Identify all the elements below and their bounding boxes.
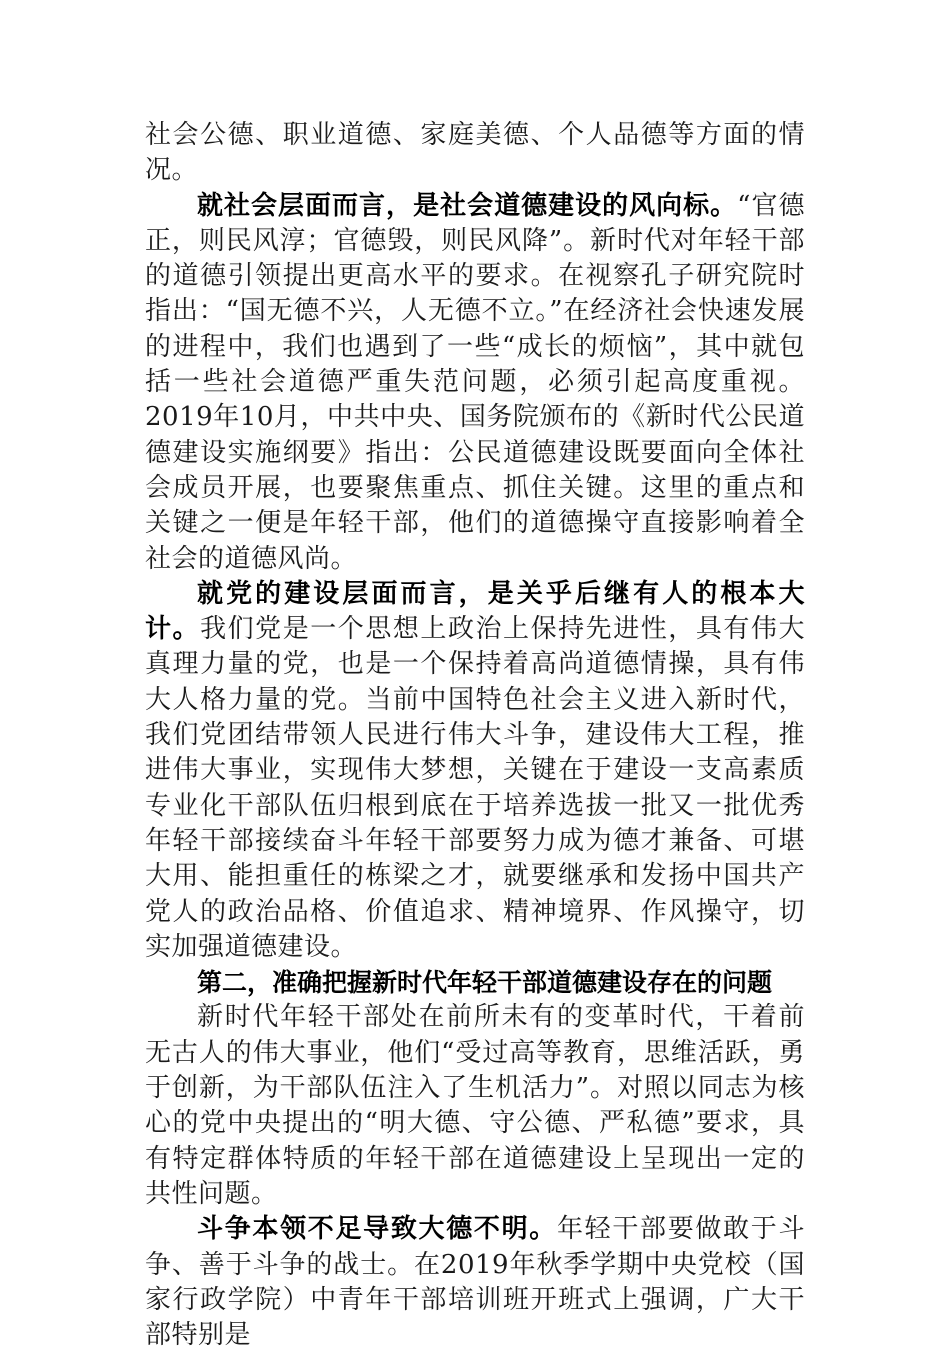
section-heading: 第二，准确把握新时代年轻干部道德建设存在的问题	[197, 968, 773, 998]
paragraph-text-struggle-ability: 年轻干部要做敢于斗争、善于斗争的战士。在2019年秋季学期中央党校（国家行政学院）中青年干部培训班开班式上强调，广大干部特别是	[145, 1214, 805, 1351]
paragraph-lead-struggle-ability: 斗争本领不足导致大德不明。	[197, 1214, 557, 1245]
document-body	[145, 118, 805, 1353]
paragraph-struggle-ability	[145, 1212, 805, 1353]
paragraph-new-era: 新时代年轻干部处在前所未有的变革时代，干着前无古人的伟大事业，他们“受过高等教育，思维活跃，勇于创新，为干部队伍注入了生机活力”。对照以同志为核心的党中央提出的“明大德、守公德、严私德”要求，具有特定群体特质的年轻干部在道德建设上呈现出一定的共性问题。	[145, 1002, 805, 1209]
paragraph-party-building	[145, 577, 805, 965]
paragraph-lead-party-building: 就党的建设层面而言，是关乎后继有人的根本大计。	[145, 578, 805, 645]
paragraph-lead-social-level: 就社会层面而言，是社会道德建设的风向标。	[197, 190, 738, 221]
paragraph-text-party-building: 我们党是一个思想上政治上保持先进性，具有伟大真理力量的党，也是一个保持着高尚道德情操，具有伟大人格力量的党。当前中国特色社会主义进入新时代，我们党团结带领人民进行伟大斗争，建设伟大工程，推进伟大事业，实现伟大梦想，关键在于建设一支高素质专业化干部队伍归根到底在于培养选拔一批又一批优秀年轻干部接续奋斗年轻干部要努力成为德才兼备、可堪大用、能担重任的栋梁之才，就要继承和发扬中国共产党人的政治品格、价值追求、精神境界、作风操守，切实加强道德建设。	[145, 614, 805, 962]
paragraph-text-social-level: “官德正，则民风淳；官德毁，则民风降”。新时代对年轻干部的道德引领提出更高水平的要求。在视察孔子研究院时指出：“国无德不兴，人无德不立。”在经济社会快速发展的进程中，我们也遇到了一些“成长的烦恼”，其中就包括一些社会道德严重失范问题，必须引起高度重视。2019年10月，中共中央、国务院颁布的《新时代公民道德建设实施纲要》指出：公民道德建设既要面向全体社会成员开展，也要聚焦重点、抓住关键。这里的重点和关键之一便是年轻干部，他们的道德操守直接影响着全社会的道德风尚。	[145, 190, 805, 574]
paragraph-social-level	[145, 189, 805, 577]
paragraph-1: 社会公德、职业道德、家庭美德、个人品德等方面的情况。	[145, 120, 805, 186]
